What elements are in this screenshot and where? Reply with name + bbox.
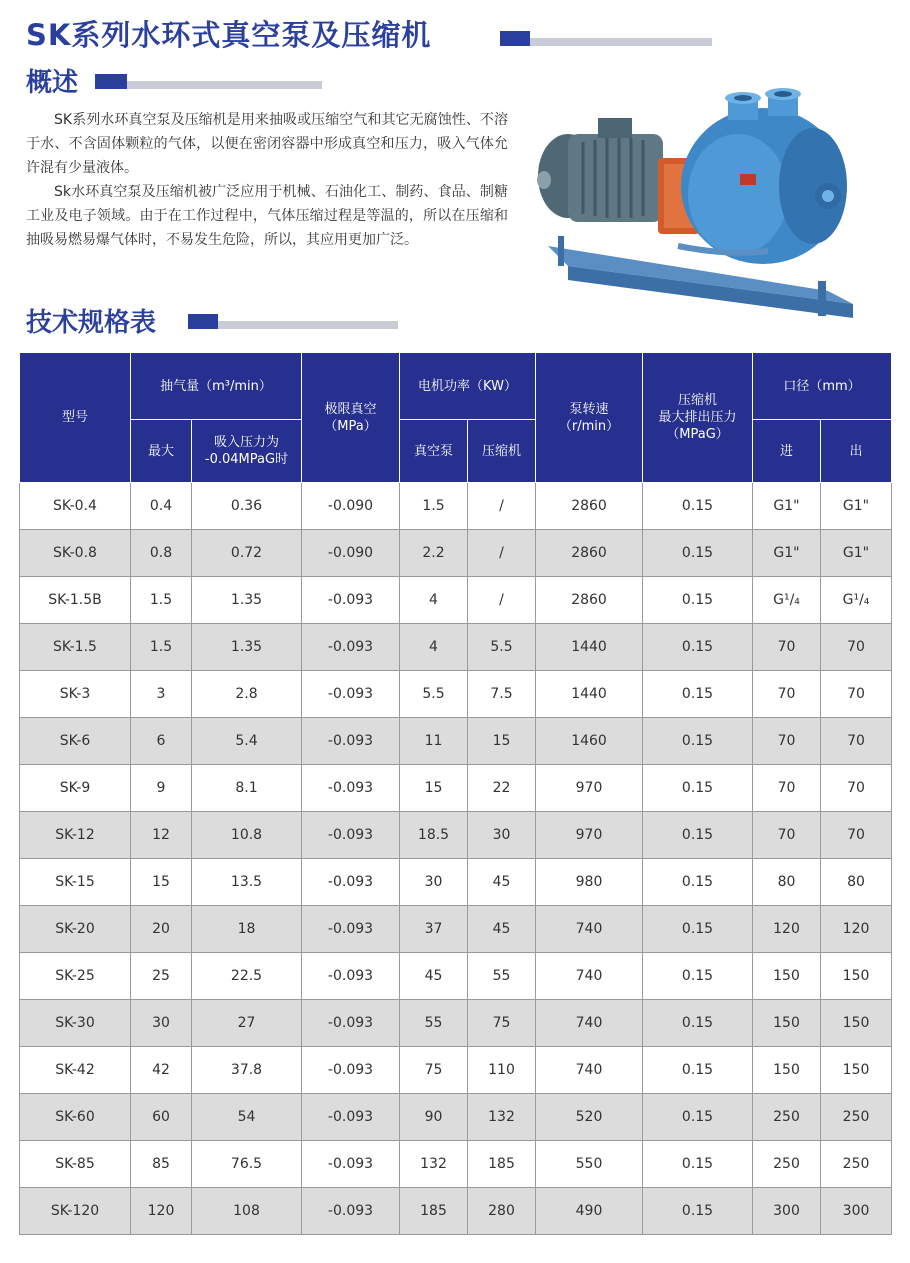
cell-vacuum: -0.093: [302, 765, 400, 812]
cell-suction-at: 108: [192, 1188, 302, 1235]
cell-port-in: G1": [753, 483, 821, 530]
cell-model: SK-60: [20, 1094, 131, 1141]
cell-motor-pump: 4: [400, 577, 468, 624]
cell-model: SK-12: [20, 812, 131, 859]
cell-speed: 1440: [536, 671, 643, 718]
cell-model: SK-9: [20, 765, 131, 812]
cell-motor-pump: 5.5: [400, 671, 468, 718]
cell-suction-at: 0.36: [192, 483, 302, 530]
cell-discharge: 0.15: [643, 1000, 753, 1047]
header-model: 型号: [20, 353, 131, 483]
cell-discharge: 0.15: [643, 530, 753, 577]
cell-motor-comp: 132: [468, 1094, 536, 1141]
cell-vacuum: -0.093: [302, 624, 400, 671]
cell-speed: 740: [536, 1000, 643, 1047]
overview-paragraph: Sk水环真空泵及压缩机被广泛应用于机械、石油化工、制药、食品、制糖工业及电子领域。由于在工作过程中，气体压缩过程是等温的，所以在压缩和抽吸易燃易爆气体时，不易发生危险，所以，其应用更加广泛。: [26, 184, 508, 248]
cell-vacuum: -0.093: [302, 1047, 400, 1094]
header-vacuum: 极限真空 （MPa）: [302, 353, 400, 483]
header-motor-comp: 压缩机: [468, 420, 536, 483]
header-discharge: 压缩机 最大排出压力 （MPaG）: [643, 353, 753, 483]
cell-suction-at: 37.8: [192, 1047, 302, 1094]
cell-suction-max: 60: [131, 1094, 192, 1141]
cell-discharge: 0.15: [643, 483, 753, 530]
cell-motor-comp: 22: [468, 765, 536, 812]
cell-suction-at: 2.8: [192, 671, 302, 718]
cell-suction-max: 6: [131, 718, 192, 765]
cell-suction-at: 18: [192, 906, 302, 953]
cell-motor-comp: 185: [468, 1141, 536, 1188]
cell-speed: 740: [536, 906, 643, 953]
table-row: [20, 530, 892, 577]
overview-text: [26, 108, 508, 252]
cell-suction-max: 3: [131, 671, 192, 718]
cell-motor-comp: 55: [468, 953, 536, 1000]
cell-speed: 1440: [536, 624, 643, 671]
cell-suction-at: 10.8: [192, 812, 302, 859]
header-motor: 电机功率（KW）: [400, 353, 536, 420]
cell-discharge: 0.15: [643, 718, 753, 765]
cell-port-in: 70: [753, 718, 821, 765]
cell-speed: 2860: [536, 483, 643, 530]
cell-motor-pump: 30: [400, 859, 468, 906]
cell-vacuum: -0.093: [302, 718, 400, 765]
cell-model: SK-1.5: [20, 624, 131, 671]
cell-port-out: G1": [821, 530, 892, 577]
cell-speed: 970: [536, 812, 643, 859]
cell-suction-max: 15: [131, 859, 192, 906]
cell-suction-max: 25: [131, 953, 192, 1000]
cell-suction-at: 1.35: [192, 577, 302, 624]
cell-suction-max: 12: [131, 812, 192, 859]
cell-discharge: 0.15: [643, 577, 753, 624]
cell-port-in: 300: [753, 1188, 821, 1235]
table-row: [20, 577, 892, 624]
cell-port-in: 120: [753, 906, 821, 953]
cell-port-in: 70: [753, 812, 821, 859]
cell-vacuum: -0.093: [302, 1094, 400, 1141]
cell-discharge: 0.15: [643, 1047, 753, 1094]
cell-motor-pump: 45: [400, 953, 468, 1000]
cell-motor-pump: 185: [400, 1188, 468, 1235]
cell-suction-at: 54: [192, 1094, 302, 1141]
cell-motor-pump: 4: [400, 624, 468, 671]
cell-speed: 550: [536, 1141, 643, 1188]
cell-motor-pump: 15: [400, 765, 468, 812]
table-row: [20, 624, 892, 671]
cell-port-out: 150: [821, 1000, 892, 1047]
cell-port-out: 70: [821, 718, 892, 765]
cell-port-out: 250: [821, 1141, 892, 1188]
cell-vacuum: -0.093: [302, 859, 400, 906]
cell-speed: 970: [536, 765, 643, 812]
cell-speed: 740: [536, 953, 643, 1000]
cell-port-in: 70: [753, 671, 821, 718]
spec-table: [19, 352, 892, 1235]
cell-suction-max: 85: [131, 1141, 192, 1188]
cell-motor-pump: 18.5: [400, 812, 468, 859]
cell-motor-comp: 110: [468, 1047, 536, 1094]
table-row: [20, 812, 892, 859]
cell-suction-max: 1.5: [131, 624, 192, 671]
cell-port-in: 250: [753, 1141, 821, 1188]
cell-port-in: 150: [753, 1047, 821, 1094]
table-row: [20, 1188, 892, 1235]
cell-vacuum: -0.093: [302, 953, 400, 1000]
cell-suction-at: 13.5: [192, 859, 302, 906]
cell-suction-at: 22.5: [192, 953, 302, 1000]
cell-suction-at: 0.72: [192, 530, 302, 577]
cell-port-in: 150: [753, 1000, 821, 1047]
cell-speed: 740: [536, 1047, 643, 1094]
cell-motor-comp: 5.5: [468, 624, 536, 671]
cell-discharge: 0.15: [643, 1094, 753, 1141]
cell-vacuum: -0.093: [302, 1188, 400, 1235]
cell-speed: 520: [536, 1094, 643, 1141]
cell-port-out: 120: [821, 906, 892, 953]
cell-model: SK-6: [20, 718, 131, 765]
cell-motor-pump: 75: [400, 1047, 468, 1094]
cell-discharge: 0.15: [643, 906, 753, 953]
spec-heading: 技术规格表: [26, 308, 157, 338]
cell-speed: 980: [536, 859, 643, 906]
header-suction-at: 吸入压力为 -0.04MPaG时: [192, 420, 302, 483]
cell-motor-pump: 1.5: [400, 483, 468, 530]
cell-model: SK-30: [20, 1000, 131, 1047]
cell-model: SK-1.5B: [20, 577, 131, 624]
cell-motor-pump: 2.2: [400, 530, 468, 577]
cell-model: SK-0.8: [20, 530, 131, 577]
cell-port-out: G1": [821, 483, 892, 530]
pump-nameplate: [740, 174, 756, 185]
table-row: [20, 1141, 892, 1188]
overview-decoration-bar: [95, 74, 322, 89]
overview-paragraph: SK系列水环真空泵及压缩机是用来抽吸或压缩空气和其它无腐蚀性、不溶于水、不含固体颗粒的气体，以便在密闭容器中形成真空和压力，吸入气体允许混有少量液体。: [26, 112, 508, 176]
cell-suction-at: 8.1: [192, 765, 302, 812]
cell-model: SK-0.4: [20, 483, 131, 530]
cell-motor-comp: 15: [468, 718, 536, 765]
cell-suction-max: 30: [131, 1000, 192, 1047]
cell-port-out: 250: [821, 1094, 892, 1141]
cell-discharge: 0.15: [643, 765, 753, 812]
cell-model: SK-15: [20, 859, 131, 906]
table-row: [20, 1094, 892, 1141]
cell-motor-pump: 90: [400, 1094, 468, 1141]
cell-motor-comp: 45: [468, 906, 536, 953]
table-row: [20, 671, 892, 718]
cell-model: SK-25: [20, 953, 131, 1000]
cell-model: SK-3: [20, 671, 131, 718]
cell-suction-at: 76.5: [192, 1141, 302, 1188]
cell-port-out: 70: [821, 624, 892, 671]
header-port: 口径（mm）: [753, 353, 892, 420]
cell-port-out: 150: [821, 1047, 892, 1094]
table-row: [20, 906, 892, 953]
header-suction: 抽气量（m³/min）: [131, 353, 302, 420]
table-row: [20, 765, 892, 812]
title-decoration-bar: [500, 31, 712, 46]
cell-discharge: 0.15: [643, 1141, 753, 1188]
table-row: [20, 1000, 892, 1047]
cell-port-in: 70: [753, 765, 821, 812]
cell-port-out: 70: [821, 671, 892, 718]
table-row: [20, 483, 892, 530]
cell-model: SK-85: [20, 1141, 131, 1188]
cell-port-in: G¹/₄: [753, 577, 821, 624]
cell-vacuum: -0.093: [302, 1141, 400, 1188]
cell-vacuum: -0.093: [302, 812, 400, 859]
cell-speed: 2860: [536, 577, 643, 624]
cell-suction-max: 9: [131, 765, 192, 812]
cell-discharge: 0.15: [643, 812, 753, 859]
cell-port-out: 150: [821, 953, 892, 1000]
cell-vacuum: -0.090: [302, 530, 400, 577]
cell-suction-at: 1.35: [192, 624, 302, 671]
cell-vacuum: -0.093: [302, 1000, 400, 1047]
page-title: SK系列水环式真空泵及压缩机: [26, 18, 432, 52]
cell-port-out: 70: [821, 765, 892, 812]
cell-speed: 1460: [536, 718, 643, 765]
cell-discharge: 0.15: [643, 624, 753, 671]
cell-motor-comp: 280: [468, 1188, 536, 1235]
header-port-out: 出: [821, 420, 892, 483]
cell-motor-comp: 75: [468, 1000, 536, 1047]
cell-speed: 490: [536, 1188, 643, 1235]
cell-port-out: G¹/₄: [821, 577, 892, 624]
cell-port-in: 250: [753, 1094, 821, 1141]
cell-port-in: 80: [753, 859, 821, 906]
table-row: [20, 953, 892, 1000]
cell-discharge: 0.15: [643, 953, 753, 1000]
cell-suction-max: 42: [131, 1047, 192, 1094]
cell-vacuum: -0.093: [302, 577, 400, 624]
cell-motor-pump: 37: [400, 906, 468, 953]
header-suction-max: 最大: [131, 420, 192, 483]
header-port-in: 进: [753, 420, 821, 483]
table-row: [20, 718, 892, 765]
table-row: [20, 1047, 892, 1094]
cell-model: SK-120: [20, 1188, 131, 1235]
header-speed: 泵转速 （r/min）: [536, 353, 643, 483]
cell-suction-max: 0.4: [131, 483, 192, 530]
cell-port-in: G1": [753, 530, 821, 577]
cell-model: SK-42: [20, 1047, 131, 1094]
cell-port-out: 80: [821, 859, 892, 906]
cell-discharge: 0.15: [643, 671, 753, 718]
spec-decoration-bar: [188, 314, 398, 329]
cell-discharge: 0.15: [643, 1188, 753, 1235]
cell-speed: 2860: [536, 530, 643, 577]
cell-vacuum: -0.093: [302, 671, 400, 718]
cell-motor-comp: 7.5: [468, 671, 536, 718]
cell-motor-comp: 30: [468, 812, 536, 859]
cell-suction-max: 120: [131, 1188, 192, 1235]
cell-vacuum: -0.093: [302, 906, 400, 953]
cell-motor-pump: 55: [400, 1000, 468, 1047]
cell-suction-max: 0.8: [131, 530, 192, 577]
cell-discharge: 0.15: [643, 859, 753, 906]
cell-port-out: 300: [821, 1188, 892, 1235]
cell-suction-max: 20: [131, 906, 192, 953]
cell-port-in: 70: [753, 624, 821, 671]
cell-motor-comp: /: [468, 530, 536, 577]
cell-motor-comp: /: [468, 577, 536, 624]
cell-motor-comp: 45: [468, 859, 536, 906]
cell-port-in: 150: [753, 953, 821, 1000]
cell-vacuum: -0.090: [302, 483, 400, 530]
cell-motor-pump: 132: [400, 1141, 468, 1188]
cell-port-out: 70: [821, 812, 892, 859]
cell-motor-comp: /: [468, 483, 536, 530]
table-row: [20, 859, 892, 906]
header-motor-pump: 真空泵: [400, 420, 468, 483]
cell-motor-pump: 11: [400, 718, 468, 765]
pump-photo: [528, 86, 858, 326]
cell-suction-max: 1.5: [131, 577, 192, 624]
overview-heading: 概述: [26, 68, 79, 98]
cell-model: SK-20: [20, 906, 131, 953]
cell-suction-at: 5.4: [192, 718, 302, 765]
cell-suction-at: 27: [192, 1000, 302, 1047]
